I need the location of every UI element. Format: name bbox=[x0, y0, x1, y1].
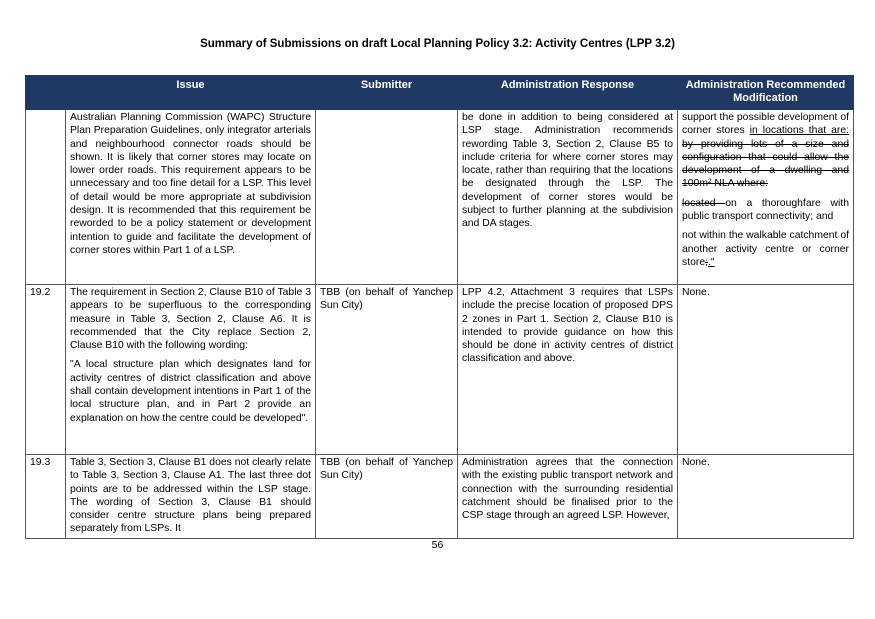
header-administration-response: Administration Response bbox=[458, 76, 678, 110]
modification-paragraph bbox=[682, 197, 849, 224]
submitter-cell: TBB (on behalf of Yanchep Sun City) bbox=[316, 285, 458, 455]
table-row bbox=[26, 455, 854, 539]
header-submitter: Submitter bbox=[316, 76, 458, 110]
modification-cell bbox=[678, 110, 854, 285]
table-row bbox=[26, 285, 854, 455]
deleted-text: by providing lots of a size and configuration that could allow the development of a dwelling and 100m² NLA where: bbox=[682, 138, 849, 190]
modification-text: support the possible development of corner stores bbox=[682, 112, 849, 137]
issue-paragraph: "A local structure plan which designates land for activity centres of district classification and above shall contain development intentions in Part 1 of the local structure plan, and in Part 2 provide an explanation on how the centre could be developed". bbox=[70, 359, 311, 424]
document-title: Summary of Submissions on draft Local Planning Policy 3.2: Activity Centres (LPP 3.2) bbox=[200, 38, 675, 50]
response-cell: be done in addition to being considered at LSP stage. Administration recommends rewording Table 3, Section 2, Clause B5 to include criteria for where corner stores may locate, rather than requiring that the locations be designated through the LSP. The development of corner stores would be subject to further planning at the subdivision and DA stages. bbox=[458, 110, 678, 285]
inserted-text: in locations that are: bbox=[749, 125, 849, 137]
header-recommended-modification: Administration Recommended Modification bbox=[678, 76, 854, 110]
issue-cell: Australian Planning Commission (WAPC) Structure Plan Preparation Guidelines, only integrator arterials and neighbourhood connector roads should be shown. It is likely that corner stores may locate on lower order roads. This requirement appears to be unnecessary and too fine detail for a LSP. This level of detail would be more appropriate at subdivision design. It is recommended that this requirement be reworded to be a policy statement or development intention to guide and facilitate the development of corner stores within Part 1 of a LSP. bbox=[66, 110, 316, 285]
submissions-table bbox=[25, 75, 854, 539]
submitter-cell bbox=[316, 110, 458, 285]
issue-cell bbox=[66, 285, 316, 455]
deleted-text: ; bbox=[705, 256, 708, 268]
modification-paragraph bbox=[682, 111, 849, 191]
inserted-text: ." bbox=[708, 256, 715, 268]
deleted-text: located bbox=[682, 197, 726, 209]
modification-text: not within the walkable catchment of another activity centre or corner store bbox=[682, 230, 849, 268]
response-cell: LPP 4.2, Attachment 3 requires that LSPs include the precise location of proposed DPS 2 zones in Part 1. Section 2, Clause B10 is intended to provide guidance on how this should be done in activity centres of district classification and above. bbox=[458, 285, 678, 455]
table-header-row bbox=[26, 76, 854, 110]
header-number bbox=[26, 76, 66, 110]
modification-paragraph bbox=[682, 229, 849, 269]
issue-paragraph: The requirement in Section 2, Clause B10 of Table 3 appears to be superfluous to the corresponding measure in Table 3, Section 2, Clause A6. It is recommended that the City replace Section 2, Clause B10 with the following wording: bbox=[70, 287, 311, 352]
header-issue: Issue bbox=[66, 76, 316, 110]
page-number: 56 bbox=[431, 539, 444, 551]
row-number: 19.2 bbox=[26, 285, 66, 455]
table-row bbox=[26, 110, 854, 285]
row-number bbox=[26, 110, 66, 285]
issue-cell: Table 3, Section 3, Clause B1 does not clearly relate to Table 3, Section 3, Clause A1. The last three dot points are to be addressed within the LSP stage. The wording of Section 3, Clause B1 should consider centre structure plans being prepared separately from LSPs. It bbox=[66, 455, 316, 539]
modification-text: on a thoroughfare with public transport connectivity; and bbox=[682, 197, 849, 223]
modification-cell: None. bbox=[678, 285, 854, 455]
submitter-cell: TBB (on behalf of Yanchep Sun City) bbox=[316, 455, 458, 539]
row-number: 19.3 bbox=[26, 455, 66, 539]
modification-cell: None. bbox=[678, 455, 854, 539]
response-cell: Administration agrees that the connection with the existing public transport network and connection with the surrounding residential catchment should be finalised prior to the CSP stage through an agreed LSP. However, bbox=[458, 455, 678, 539]
